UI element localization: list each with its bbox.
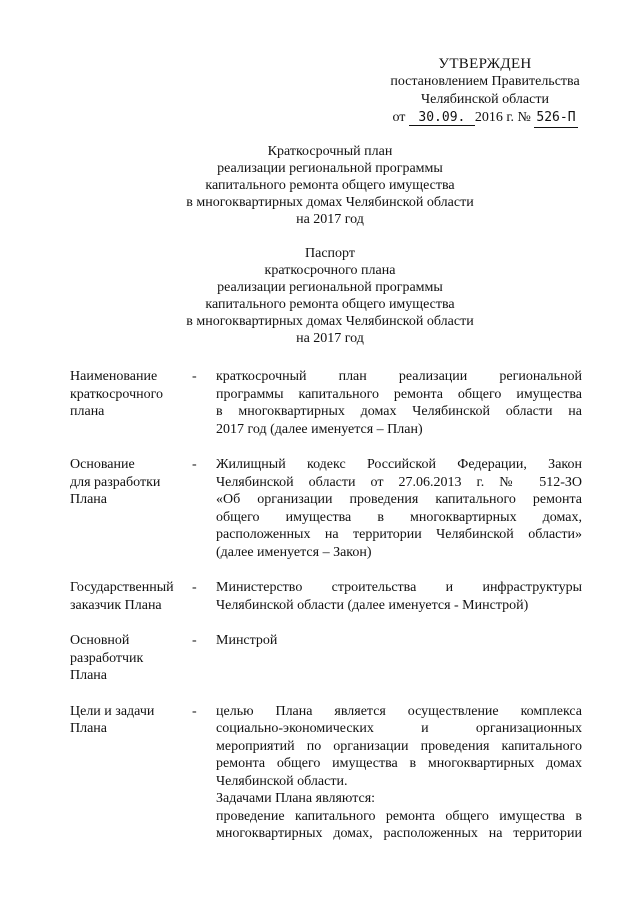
row-label-line: Наименование: [70, 369, 158, 384]
approval-stamp: [360, 55, 610, 128]
row-value: [216, 456, 582, 561]
passport-title: [130, 245, 530, 347]
row-dash: -: [192, 703, 197, 719]
row-value: [216, 703, 582, 843]
row-label-line: Основной: [70, 633, 130, 648]
date-prefix: от: [392, 110, 406, 125]
row-value: [216, 579, 582, 614]
row-value: [216, 368, 582, 438]
row-value-line: Жилищный кодекс Российской Федерации, Закон: [216, 457, 582, 472]
approval-heading: УТВЕРЖДЕН: [438, 56, 532, 72]
number-field: [534, 109, 577, 128]
title-line: капитального ремонта общего имущества: [205, 178, 455, 193]
passport-title-line: Паспорт: [305, 246, 355, 261]
row-value-line: «Об организации проведения капитального ремонта: [216, 492, 582, 507]
row-value-line: проведение капитального ремонта общего имущества в: [216, 808, 582, 824]
row-value-line: Министерство строительства и инфраструктуры: [216, 580, 582, 595]
passport-title-line: капитального ремонта общего имущества: [205, 297, 455, 312]
row-value-line: в многоквартирных домах Челябинской области на: [216, 404, 582, 419]
row-label: [70, 456, 192, 509]
passport-title-line: реализации региональной программы: [217, 280, 443, 295]
year-text: 2016 г. №: [474, 110, 531, 125]
row-value-line: Челябинской области (далее именуется - Минстрой): [216, 597, 529, 613]
title-line: в многоквартирных домах Челябинской области: [186, 195, 474, 210]
row-value-line: Челябинской области от 27.06.2013 г. № 512-ЗО: [216, 474, 582, 490]
row-dash: -: [192, 580, 197, 595]
row-dash: -: [192, 369, 197, 384]
row-value-line: (далее именуется – Закон): [216, 544, 372, 560]
row-label: [70, 703, 192, 738]
row-label-line: Государственный: [70, 580, 174, 595]
row-value-line: Челябинской области.: [216, 773, 348, 789]
row-dash: -: [192, 457, 197, 472]
passport-title-line: краткосрочного плана: [264, 263, 396, 278]
row-value: [216, 632, 582, 650]
row-label-line: Основание: [70, 457, 135, 472]
approval-line-1: постановлением Правительства: [390, 74, 580, 89]
row-value-line: расположенных на территории Челябинской области»: [216, 527, 582, 542]
row-value-line: программы капитального ремонта общего имущества: [216, 386, 582, 402]
row-value-line: целью Плана является осуществление комплекса: [216, 703, 582, 719]
passport-row-name: [70, 368, 590, 438]
row-label-line: разработчик: [70, 650, 144, 666]
passport-title-line: на 2017 год: [296, 331, 364, 346]
approval-line-2: Челябинской области: [421, 92, 549, 107]
handwritten-date: 30.09.: [409, 111, 475, 126]
row-label-line: Плана: [70, 668, 108, 683]
row-value-line: общего имущества в многоквартирных домах,: [216, 509, 582, 525]
handwritten-number: 526-П: [536, 110, 576, 125]
row-label-line: Плана: [70, 492, 108, 507]
row-value-line: многоквартирных домах, расположенных на территории: [216, 826, 582, 841]
row-label-line: Цели и задачи: [70, 703, 155, 719]
row-label-line: плана: [70, 404, 105, 419]
row-label-line: для разработки: [70, 474, 161, 490]
row-value-line: Минстрой: [216, 633, 278, 648]
passport-row-customer: [70, 579, 590, 614]
title-line: Краткосрочный план: [267, 144, 393, 159]
row-value-line: 2017 год (далее именуется – План): [216, 421, 423, 437]
row-label-line: заказчик Плана: [70, 597, 162, 613]
passport-table: [70, 368, 590, 843]
approval-date-line: [360, 109, 610, 128]
row-value-line: краткосрочный план реализации региональной: [216, 369, 582, 384]
passport-row-goals: [70, 703, 590, 843]
row-label: [70, 368, 192, 421]
row-label: [70, 579, 192, 614]
passport-title-line: в многоквартирных домах Челябинской области: [186, 314, 474, 329]
row-label-line: краткосрочного: [70, 386, 163, 402]
row-dash: -: [192, 633, 197, 648]
row-value-line: социально-экономических и организационных: [216, 721, 582, 736]
row-value-line: ремонта общего имущества в многоквартирных домах: [216, 756, 582, 771]
passport-row-basis: [70, 456, 590, 561]
passport-row-developer: [70, 632, 590, 685]
title-line: на 2017 год: [296, 212, 364, 227]
row-value-line: Задачами Плана являются:: [216, 791, 376, 806]
document-title: [130, 143, 530, 228]
row-label-line: Плана: [70, 721, 108, 736]
row-label: [70, 632, 192, 685]
row-value-line: мероприятий по организации проведения капитального: [216, 738, 582, 754]
title-line: реализации региональной программы: [217, 161, 443, 176]
